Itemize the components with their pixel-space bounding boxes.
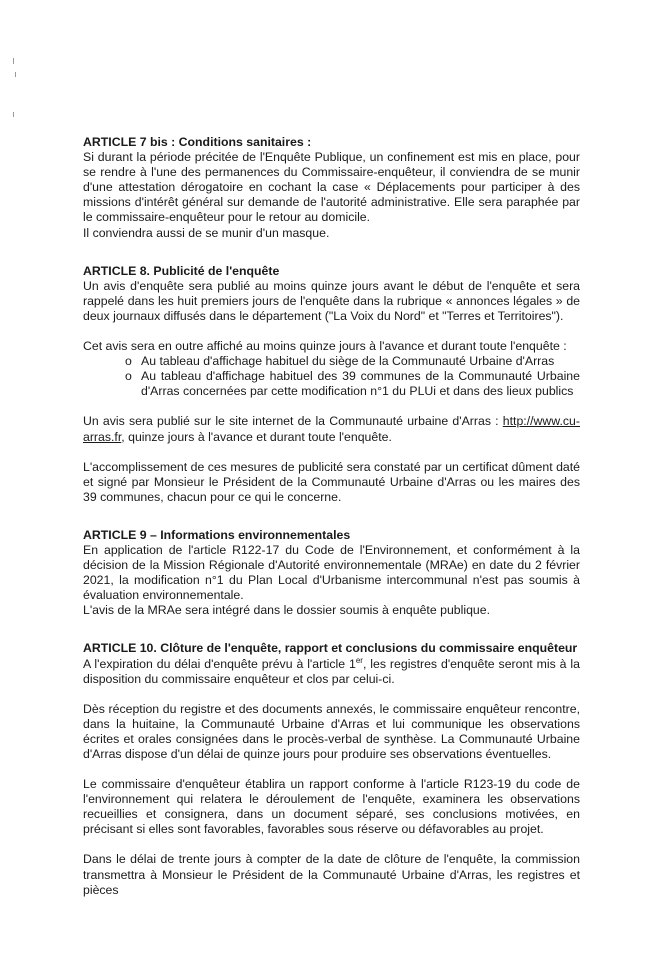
paragraph: Si durant la période précitée de l'Enquête Publique, un confinement est mis en place, pour se rendre à l'une des permanences du Commissaire-enquêteur, il conviendra de se munir d'une attestation dérogatoire en cochant la case « Déplacements pour participer à des missions d'intérêt général sur demande de l'autorité administrative. Elle sera paraphée par le commissaire-enquêteur pour le retour au domicile. [83, 150, 580, 225]
paragraph: Le commissaire d'enquêteur établira un rapport conforme à l'article R123-19 du code de l'environnement qui relatera le déroulement de l'enquête, examinera les observations recueillies et consignera, dans un document séparé, ses conclusions motivées, en précisant si elles sont favorables, favorables sous réserve ou défavorables au projet. [83, 777, 580, 837]
paragraph: A l'expiration du délai d'enquête prévu à l'article 1er, les registres d'enquête seront mis à la disposition du commissaire enquêteur et clos par celui-ci. [83, 655, 580, 686]
article-heading: ARTICLE 7 bis : Conditions sanitaires : [83, 135, 312, 149]
paragraph: Un avis sera publié sur le site internet de la Communauté urbaine d'Arras : http://www.cu-arras.fr, quinze jours à l'avance et durant toute l'enquête. [83, 414, 580, 444]
paragraph: L'avis de la MRAe sera intégré dans le dossier soumis à enquête publique. [83, 603, 491, 618]
scan-mark [13, 58, 14, 64]
article-7bis [83, 135, 580, 241]
paragraph: Cet avis sera en outre affiché au moins quinze jours à l'avance et durant toute l'enquête : [83, 339, 567, 354]
website-link[interactable]: http://www.cu-arras.fr [83, 414, 580, 444]
list-item: o Au tableau d'affichage habituel du siège de la Communauté Urbaine d'Arras [125, 354, 555, 369]
bullet-icon: o [125, 354, 132, 369]
paragraph: L'accomplissement de ces mesures de publicité sera constaté par un certificat dûment daté et signé par Monsieur le Président de la Communauté Urbaine d'Arras ou les maires des 39 communes, chacun pour ce qui le concerne. [83, 459, 580, 504]
paragraph: Dès réception du registre et des documents annexés, le commissaire enquêteur rencontre, dans la huitaine, la Communauté Urbaine d'Arras et lui communique les observations écrites et orales consignées dans le procès-verbal de synthèse. La Communauté Urbaine d'Arras dispose d'un délai de quinze jours pour produire ses observations éventuelles. [83, 701, 580, 761]
list-item: o Au tableau d'affichage habituel des 39 communes de la Communauté Urbaine d'Arras concernées par cette modification n°1 du PLUi et dans des lieux publics [125, 369, 580, 399]
scan-mark [13, 112, 14, 117]
paragraph: En application de l'article R122-17 du Code de l'Environnement, et conformément à la décision de la Mission Régionale d'Autorité environnementale (MRAe) en date du 2 février 2021, la modification n°1 du Plan Local d'Urbanisme intercommunal n'est pas soumis à évaluation environnementale. [83, 542, 580, 603]
paragraph: Il conviendra aussi de se munir d'un masque. [83, 225, 330, 240]
article-10 [83, 641, 580, 897]
scan-mark [15, 72, 16, 77]
paragraph: Un avis d'enquête sera publié au moins quinze jours avant le début de l'enquête et sera rappelé dans les huit premiers jours de l'enquête dans la rubrique « annonces légales » de deux journaux diffusés dans le département ("La Voix du Nord" et "Terres et Territoires"). [83, 278, 580, 323]
document-body [83, 135, 580, 898]
article-heading: ARTICLE 9 – Informations environnementales [83, 527, 351, 542]
article-heading: ARTICLE 8. Publicité de l'enquête [83, 263, 280, 278]
article-heading: ARTICLE 10. Clôture de l'enquête, rapport et conclusions du commissaire enquêteur [83, 641, 578, 656]
paragraph: Dans le délai de trente jours à compter de la date de clôture de l'enquête, la commission transmettra à Monsieur le Président de la Communauté Urbaine d'Arras, les registres et pièces [83, 852, 580, 897]
article-9 [83, 528, 580, 619]
bullet-icon: o [125, 369, 132, 384]
bullet-list [83, 354, 580, 399]
article-8 [83, 264, 580, 505]
